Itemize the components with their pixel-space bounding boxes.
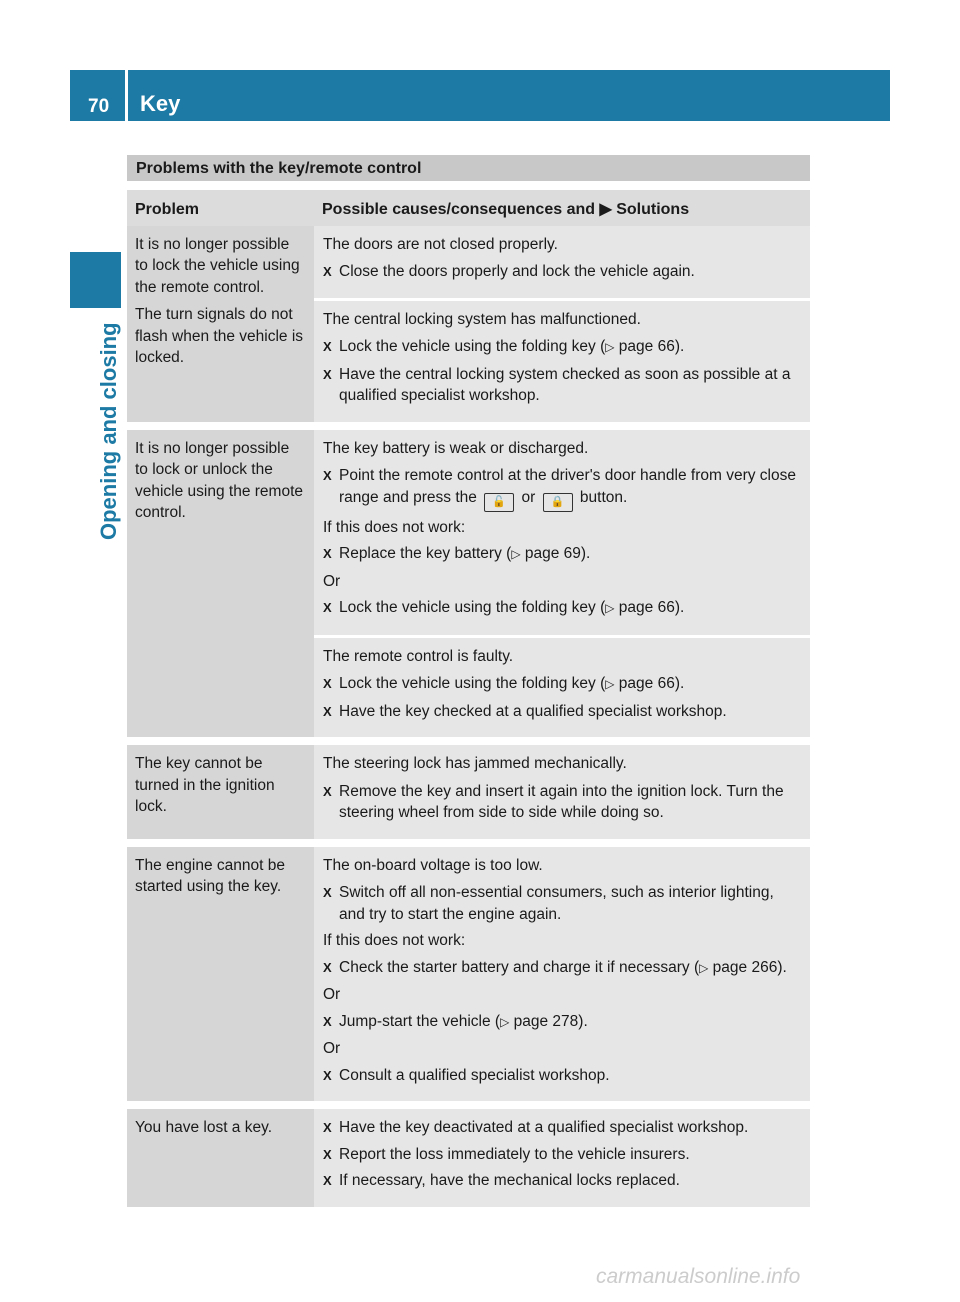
step-arrow-icon: X <box>323 783 332 799</box>
solution-cell <box>314 636 810 741</box>
step-text: Replace the key battery ( <box>339 545 512 562</box>
page-reference: page 266 <box>712 958 778 976</box>
page-reference: page 66 <box>618 675 675 692</box>
page-reference: page 66 <box>618 599 675 616</box>
side-tab-marker <box>70 252 121 308</box>
step-arrow-icon: X <box>323 339 332 354</box>
solution-step <box>323 701 802 723</box>
solution-step <box>323 597 802 620</box>
step-text: Jump-start the vehicle ( <box>339 1012 501 1030</box>
solution-step <box>323 1117 802 1139</box>
problem-text: It is no longer possible to lock or unlock the vehicle using the remote control. <box>135 439 304 521</box>
step-arrow-icon: X <box>323 703 332 719</box>
step-text: button. <box>575 488 628 506</box>
solution-step <box>323 1144 802 1166</box>
header-divider <box>125 70 128 121</box>
step-arrow-icon: X <box>323 546 332 561</box>
step-arrow-icon: X <box>323 1146 332 1162</box>
page-reference: page 69 <box>524 545 581 562</box>
column-header-solutions-suffix: Solutions <box>611 201 690 218</box>
step-text: Check the starter battery and charge it if necessary ( <box>339 958 700 976</box>
cause-text: The central locking system has malfunctioned. <box>323 310 641 328</box>
step-text: ). <box>674 599 685 616</box>
step-arrow-icon: X <box>323 468 332 483</box>
side-tab-label: Opening and closing <box>96 322 121 540</box>
solution-cell <box>314 426 810 637</box>
connector-text: Or <box>323 986 341 1003</box>
step-arrow-icon: X <box>323 676 332 691</box>
page-reference-icon: ▷ <box>605 677 615 691</box>
step-text: Lock the vehicle using the folding key ( <box>339 675 606 692</box>
problem-cell <box>127 741 314 843</box>
page-header-bar <box>70 70 890 121</box>
step-text: ). <box>580 545 591 562</box>
solution-step <box>323 781 802 824</box>
page-reference: page 278 <box>513 1012 579 1030</box>
solution-cell <box>314 741 810 843</box>
step-text: Have the central locking system checked as soon as possible at a qualified specialist workshop. <box>339 365 791 404</box>
problem-cell <box>127 1105 314 1211</box>
connector-text: Or <box>323 572 341 590</box>
column-header-solutions-label: Possible causes/consequences and <box>322 201 600 218</box>
solution-step <box>323 673 802 696</box>
step-text: Have the key deactivated at a qualified specialist workshop. <box>339 1119 749 1136</box>
lock-icon: 🔒 <box>543 493 573 512</box>
step-text: Switch off all non-essential consumers, such as interior lighting, and try to start the engine again. <box>339 884 774 923</box>
solution-cell <box>314 299 810 426</box>
watermark: carmanualsonline.info <box>596 1265 801 1288</box>
solution-step <box>323 336 802 359</box>
step-text: or <box>517 488 540 506</box>
column-header-solutions <box>314 190 810 226</box>
problem-cell <box>127 843 314 1106</box>
step-text: ). <box>777 958 787 976</box>
table-row <box>127 1105 810 1211</box>
step-text: Lock the vehicle using the folding key ( <box>339 599 606 616</box>
step-text: If necessary, have the mechanical locks replaced. <box>339 1172 680 1189</box>
solution-step <box>323 364 802 407</box>
problem-text: The engine cannot be started using the key. <box>135 856 285 895</box>
cause-text: The doors are not closed properly. <box>323 235 558 253</box>
step-text: Lock the vehicle using the folding key ( <box>339 338 606 355</box>
cause-text: The key battery is weak or discharged. <box>323 439 589 457</box>
step-arrow-icon: X <box>323 1173 332 1188</box>
table-row <box>127 843 810 1106</box>
step-arrow-icon: X <box>323 264 332 279</box>
section-title: Problems with the key/remote control <box>127 155 810 181</box>
problems-table <box>127 190 810 1215</box>
step-arrow-icon: X <box>323 366 332 382</box>
page-reference: page 66 <box>618 338 675 355</box>
step-arrow-icon: X <box>323 1120 332 1135</box>
step-arrow-icon: X <box>323 959 332 975</box>
connector-text: If this does not work: <box>323 518 466 536</box>
solution-step <box>323 1170 802 1192</box>
solutions-marker-icon: ▶ <box>599 201 612 218</box>
column-header-problem: Problem <box>127 190 314 226</box>
problem-text: You have lost a key. <box>135 1119 273 1136</box>
problem-text: It is no longer possible to lock the vehicle using the remote control. <box>135 235 300 296</box>
cause-text: The remote control is faulty. <box>323 647 514 665</box>
problem-cell <box>127 426 314 742</box>
table-body <box>127 226 810 1211</box>
unlock-icon: 🔓 <box>484 493 514 512</box>
step-text: Point the remote control at the driver's door handle from very close range and press the <box>339 467 796 506</box>
table-row <box>127 741 810 843</box>
step-text: ). <box>674 338 685 355</box>
problem-text: The key cannot be turned in the ignition lock. <box>135 755 275 815</box>
cause-text: The steering lock has jammed mechanically. <box>323 755 627 772</box>
solution-step <box>323 1011 802 1034</box>
page-title: Key <box>140 91 181 116</box>
solution-step <box>323 957 802 980</box>
page-reference-icon: ▷ <box>605 340 615 354</box>
step-text: Have the key checked at a qualified specialist workshop. <box>339 702 727 720</box>
step-arrow-icon: X <box>323 885 332 900</box>
solution-cell <box>314 843 810 1106</box>
step-arrow-icon: X <box>323 1013 332 1029</box>
table-row <box>127 226 810 300</box>
page-reference-icon: ▷ <box>500 1014 510 1029</box>
solution-step <box>323 543 802 566</box>
connector-text: If this does not work: <box>323 932 466 949</box>
problem-cell <box>127 226 314 426</box>
solution-cell <box>314 226 810 300</box>
connector-text: Or <box>323 1040 341 1057</box>
problem-text: The turn signals do not flash when the vehicle is locked. <box>135 306 304 366</box>
table-header-row <box>127 190 810 226</box>
step-text: Report the loss immediately to the vehicle insurers. <box>339 1145 690 1163</box>
solution-step <box>323 882 802 925</box>
step-arrow-icon: X <box>323 1067 332 1083</box>
cause-text: The on-board voltage is too low. <box>323 856 543 874</box>
solution-step <box>323 261 802 283</box>
solution-cell <box>314 1105 810 1211</box>
table-row <box>127 426 810 637</box>
page-number: 70 <box>88 96 110 117</box>
step-text: ). <box>674 675 685 692</box>
step-text: Close the doors properly and lock the vehicle again. <box>339 263 695 280</box>
page-reference-icon: ▷ <box>511 547 521 561</box>
page-reference-icon: ▷ <box>699 960 709 975</box>
step-text: Consult a qualified specialist workshop. <box>339 1066 610 1084</box>
step-arrow-icon: X <box>323 600 332 615</box>
solution-step <box>323 1065 802 1087</box>
page-reference-icon: ▷ <box>605 601 615 615</box>
solution-step <box>323 465 802 512</box>
step-text: Remove the key and insert it again into the ignition lock. Turn the steering wheel from side to side while doing so. <box>339 782 784 821</box>
step-text: ). <box>578 1012 588 1030</box>
